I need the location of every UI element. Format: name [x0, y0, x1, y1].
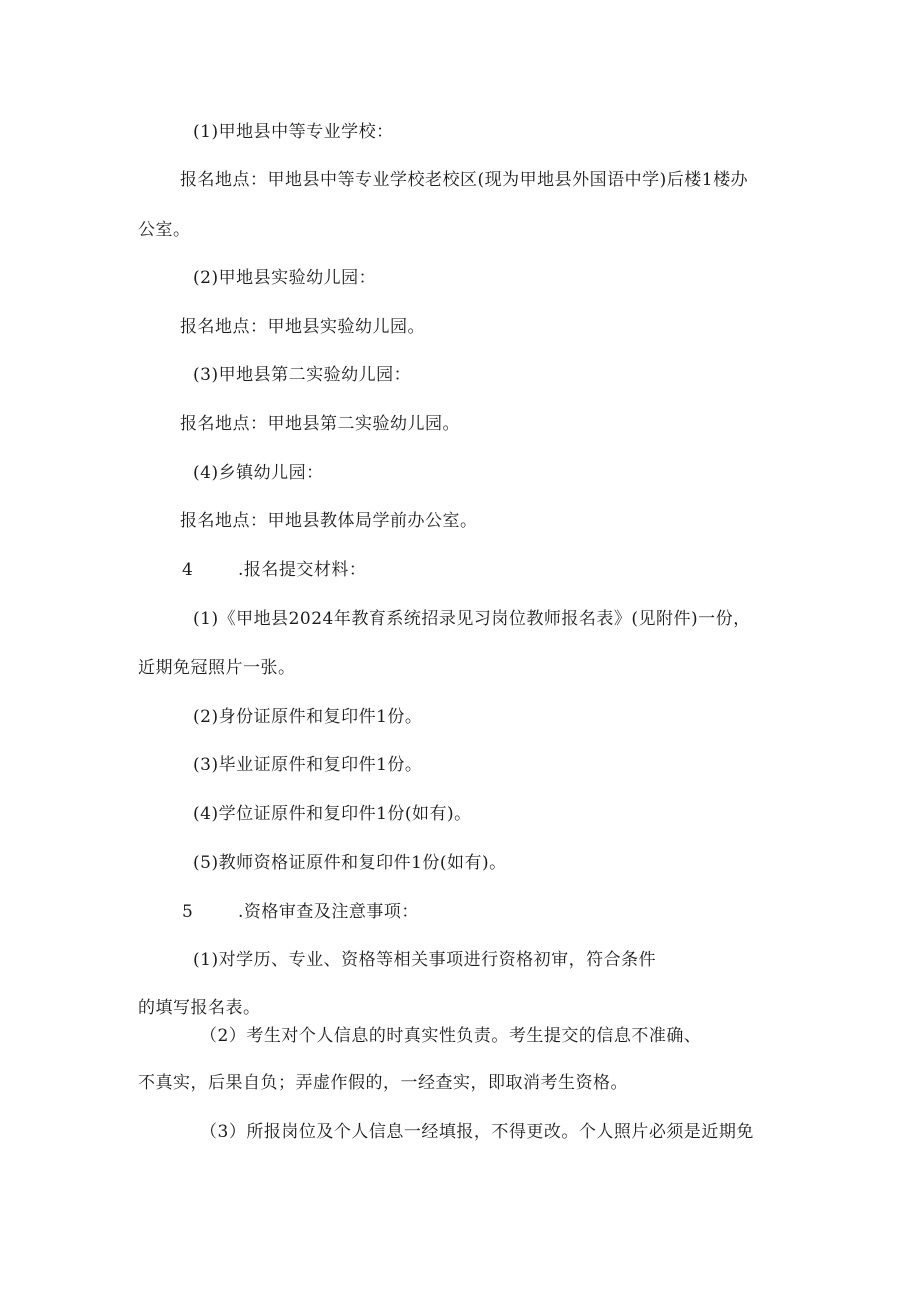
item-4-location: 报名地点：甲地县教体局学前办公室。	[180, 511, 478, 531]
note-2-cont: 不真实，后果自负；弄虚作假的，一经查实，即取消考生资格。	[138, 1073, 628, 1093]
note-3: （3）所报岗位及个人信息一经填报，不得更改。个人照片必须是近期免	[200, 1122, 754, 1142]
item-3-heading: (3)甲地县第二实验幼儿园：	[193, 365, 412, 385]
note-1-cont: 的填写报名表。	[138, 998, 261, 1018]
material-5: (5)教师资格证原件和复印件1份(如有)。	[193, 853, 507, 873]
material-1-cont: 近期免冠照片一张。	[138, 658, 296, 678]
item-2-heading: (2)甲地县实验幼儿园：	[193, 268, 377, 288]
item-1-location: 报名地点：甲地县中等专业学校老校区(现为甲地县外国语中学)后楼1楼办	[180, 170, 749, 190]
note-1: (1)对学历、专业、资格等相关事项进行资格初审，符合条件	[193, 950, 657, 970]
item-1-location-cont: 公室。	[138, 220, 191, 240]
section-5-heading	[182, 900, 419, 924]
section-4-number: 4	[182, 560, 194, 580]
section-5-number: 5	[182, 902, 194, 922]
material-2: (2)身份证原件和复印件1份。	[193, 707, 423, 727]
material-1: (1)《甲地县2024年教育系统招录见习岗位教师报名表》(见附件)一份，	[193, 609, 751, 629]
item-4-heading: (4)乡镇幼儿园：	[193, 463, 324, 483]
material-3: (3)毕业证原件和复印件1份。	[193, 755, 423, 775]
item-2-location: 报名地点：甲地县实验幼儿园。	[180, 317, 425, 337]
section-5-title: .资格审查及注意事项：	[238, 902, 419, 922]
material-4: (4)学位证原件和复印件1份(如有)。	[193, 804, 472, 824]
section-4-heading	[182, 558, 366, 582]
section-4-title: .报名提交材料：	[238, 560, 367, 580]
item-3-location: 报名地点：甲地县第二实验幼儿园。	[180, 414, 460, 434]
item-1-heading: (1)甲地县中等专业学校：	[193, 122, 394, 142]
note-2: （2）考生对个人信息的时真实性负责。考生提交的信息不准确、	[200, 1026, 702, 1046]
